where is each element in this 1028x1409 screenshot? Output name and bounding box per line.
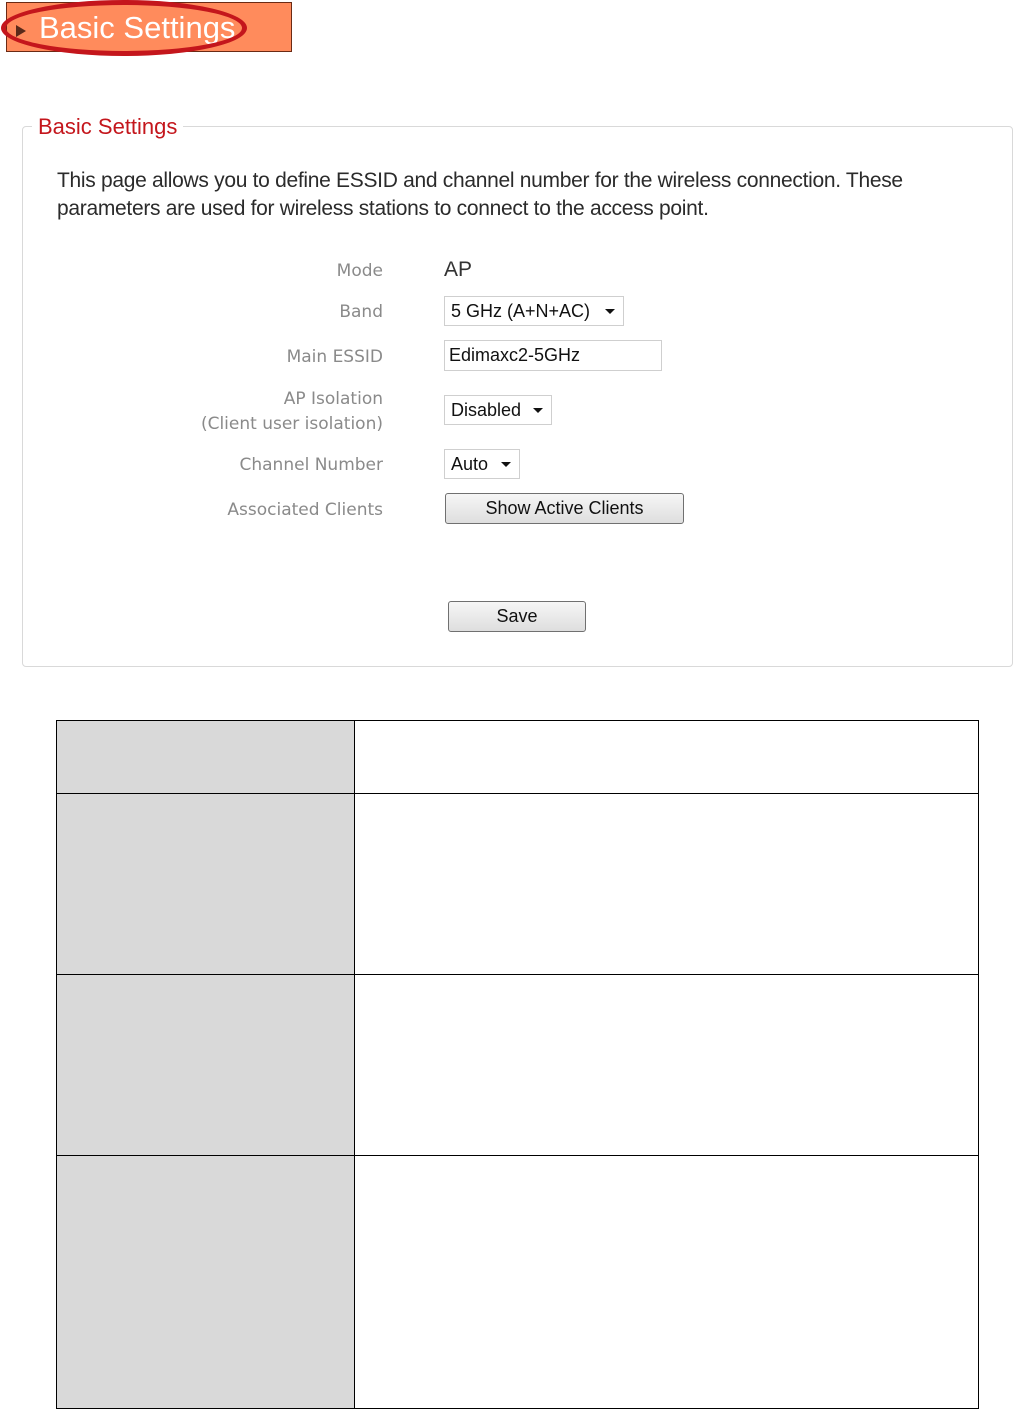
- mode-label: Mode: [336, 261, 383, 281]
- ap-isolation-select-value: Disabled: [451, 400, 522, 420]
- chevron-down-icon: [501, 462, 511, 467]
- chevron-down-icon: [605, 309, 615, 314]
- table-value-cell: [355, 975, 979, 1156]
- table-value-cell: [355, 794, 979, 975]
- table-row: [57, 1156, 979, 1409]
- table-value-cell: [355, 1156, 979, 1409]
- table-row: [57, 794, 979, 975]
- table-row: [57, 975, 979, 1156]
- ap-isolation-sublabel: (Client user isolation): [200, 414, 383, 434]
- panel-legend: Basic Settings: [32, 114, 183, 140]
- channel-select-value: Auto: [451, 454, 489, 474]
- ap-isolation-label: AP Isolation: [283, 389, 383, 409]
- mode-value: AP: [444, 258, 473, 281]
- channel-select[interactable]: [444, 449, 520, 479]
- panel-intro: This page allows you to define ESSID and channel number for the wireless connection. These parameters are used for wireless stations to connect to the access point.: [57, 169, 903, 220]
- table-key-cell: [57, 1156, 355, 1409]
- band-select-value: 5 GHz (A+N+AC): [451, 301, 591, 321]
- table-key-cell: [57, 721, 355, 794]
- ap-isolation-select[interactable]: [444, 395, 552, 425]
- table-row: [57, 721, 979, 794]
- table-key-cell: [57, 975, 355, 1156]
- table-value-cell: [355, 721, 979, 794]
- essid-input[interactable]: [444, 340, 662, 371]
- band-select[interactable]: [444, 296, 624, 326]
- associated-clients-label: Associated Clients: [227, 500, 383, 520]
- basic-settings-menu-tab[interactable]: [6, 2, 292, 52]
- arrow-right-icon: [16, 25, 26, 37]
- table-key-cell: [57, 794, 355, 975]
- save-button[interactable]: Save: [448, 601, 586, 632]
- chevron-down-icon: [533, 408, 543, 413]
- band-label: Band: [339, 302, 383, 322]
- channel-label: Channel Number: [239, 455, 383, 475]
- show-active-clients-button[interactable]: Show Active Clients: [445, 493, 684, 524]
- essid-label: Main ESSID: [286, 347, 383, 367]
- menu-tab-label: Basic Settings: [39, 10, 236, 45]
- description-table: [56, 720, 979, 1409]
